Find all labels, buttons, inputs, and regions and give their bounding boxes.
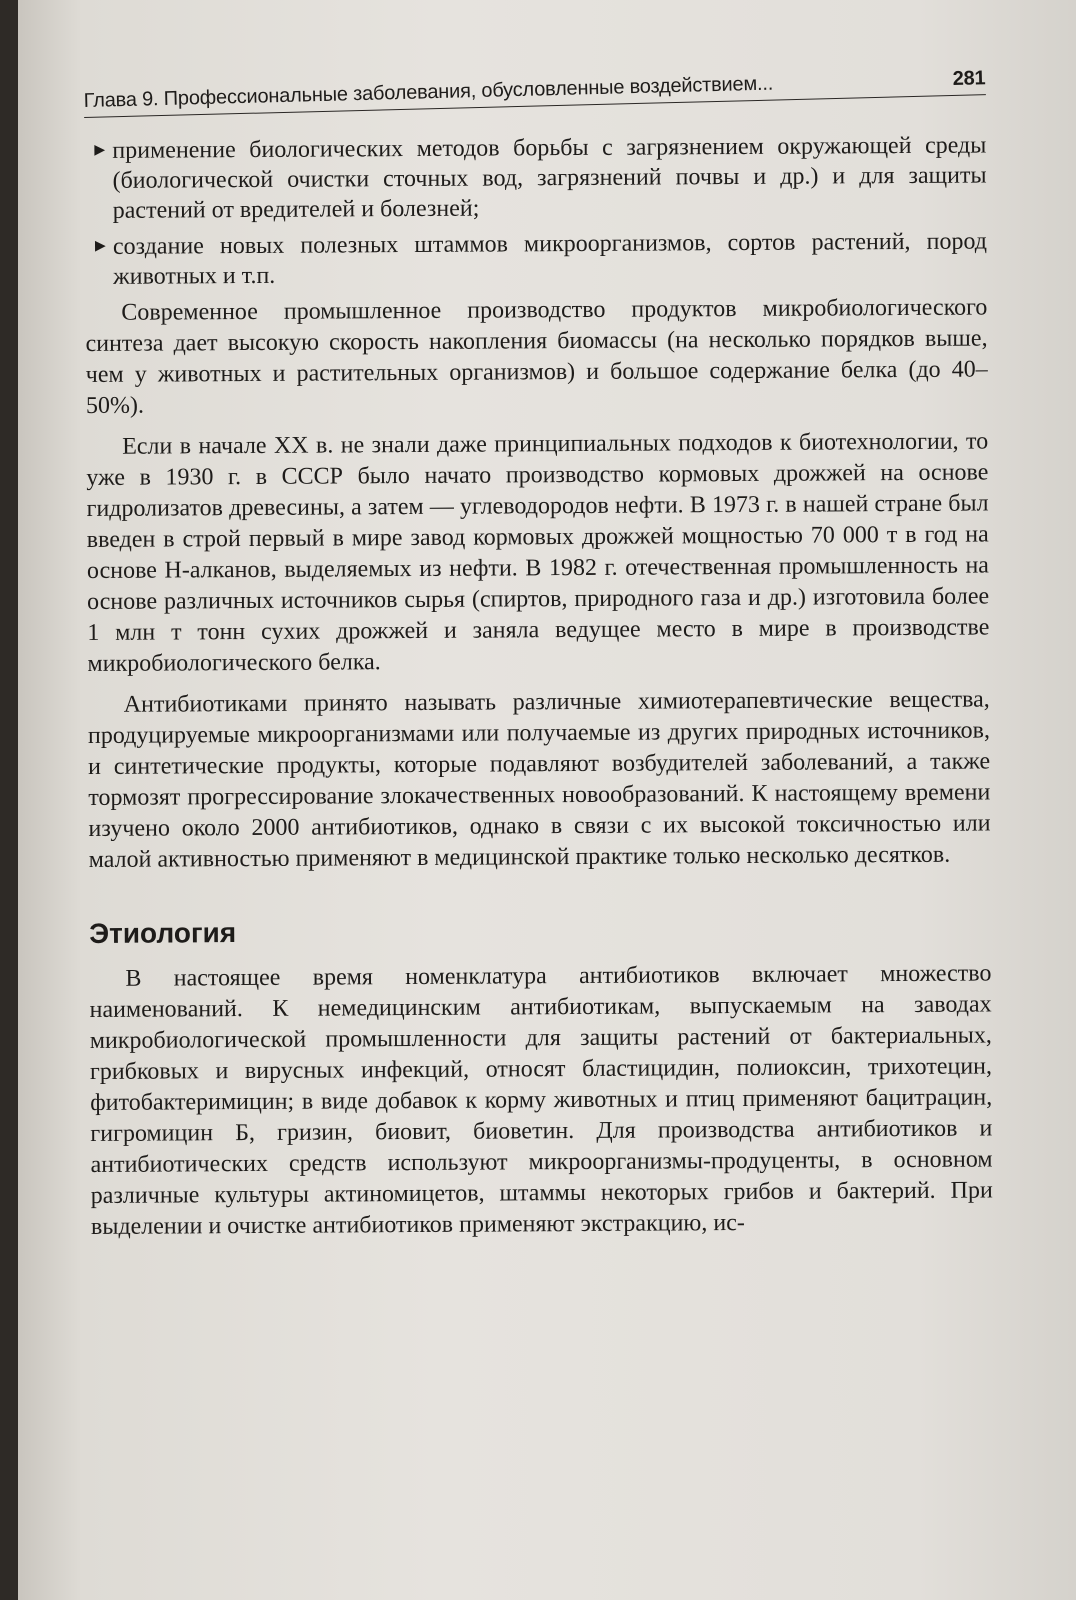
bullet-item <box>85 226 987 292</box>
paragraph: Если в начале XX в. не знали даже принципиальных подходов к биотехнологии, то уже в 1930 г. в СССР было начато производство кормовых дрожжей на основе гидролизатов древесины, а затем — углеводородов нефти. В 1973 г. в нашей стране был введен в строй первый в мире завод кормовых дрожжей мощностью 70 000 т в год на основе Н-алканов, выделяемых из нефти. В 1982 г. отечественная промышленность на основе различных источников сырья (спиртов, природного газа и др.) изготовила более 1 млн т тонн сухих дрожжей и заняла ведущее место в мире в производстве микробиологического белка. <box>86 428 990 677</box>
triangle-bullet-icon: ▶ <box>94 238 106 254</box>
page-content <box>83 67 993 1252</box>
running-header <box>83 67 985 118</box>
book-page <box>18 0 1076 1600</box>
section-heading: Этиология <box>89 917 237 949</box>
bullet-item <box>84 130 987 226</box>
paragraph: Современное промышленное производство продуктов микробиологического синтеза дает высокую скорость накопления биомассы (на несколько порядков выше, чем у животных и растительных организмов) и большое содержание белка (до 40–50%). <box>85 294 988 419</box>
bullet-text: применение биологических методов борьбы с загрязнением окружающей среды (биологической очистки сточных вод, загрязнений почвы и др.) и для защиты растений от вредителей и болезней; <box>112 132 987 224</box>
bullet-list <box>84 130 987 292</box>
bullet-text: создание новых полезных штаммов микроорганизмов, сортов растений, пород животных и т.п. <box>112 228 988 290</box>
paragraph: Антибиотиками принято называть различные химиотерапевтические вещества, продуцируемые микроорганизмами или получаемые из других природных источников, и синтетические продукты, которые подавляют возбудителей заболеваний, а также тормозят прогрессирование злокачественных новообразований. К настоящему времени изучено около 2000 антибиотиков, однако в связи с их высокой токсичностью или малой активностью применяют в медицинской практике только несколько десятков. <box>87 686 991 873</box>
paragraph: В настоящее время номенклатура антибиотиков включает множество наименований. К немедицинским антибиотикам, выпускаемым на заводах микробиологической промышленности для защиты растений от бактериальных, грибковых и вирусных инфекций, относят бластицидин, полиоксин, трихотецин, фитобактеримицин; в виде добавок к корму животных и птиц применяют бацитрацин, гигромицин Б, гризин, биовит, биоветин. Для производства антибиотиков и антибиотических средств используют микроорганизмы-продуценты, в основном различные культуры актиномицетов, штаммы некоторых грибов и бактерий. При выделении и очистке антибиотиков применяют экстракцию, ис- <box>89 960 993 1240</box>
chapter-title: Глава 9. Профессиональные заболевания, обусловленные воздействием... <box>83 72 774 113</box>
page-number: 281 <box>952 67 986 91</box>
triangle-bullet-icon: ▶ <box>94 142 106 158</box>
